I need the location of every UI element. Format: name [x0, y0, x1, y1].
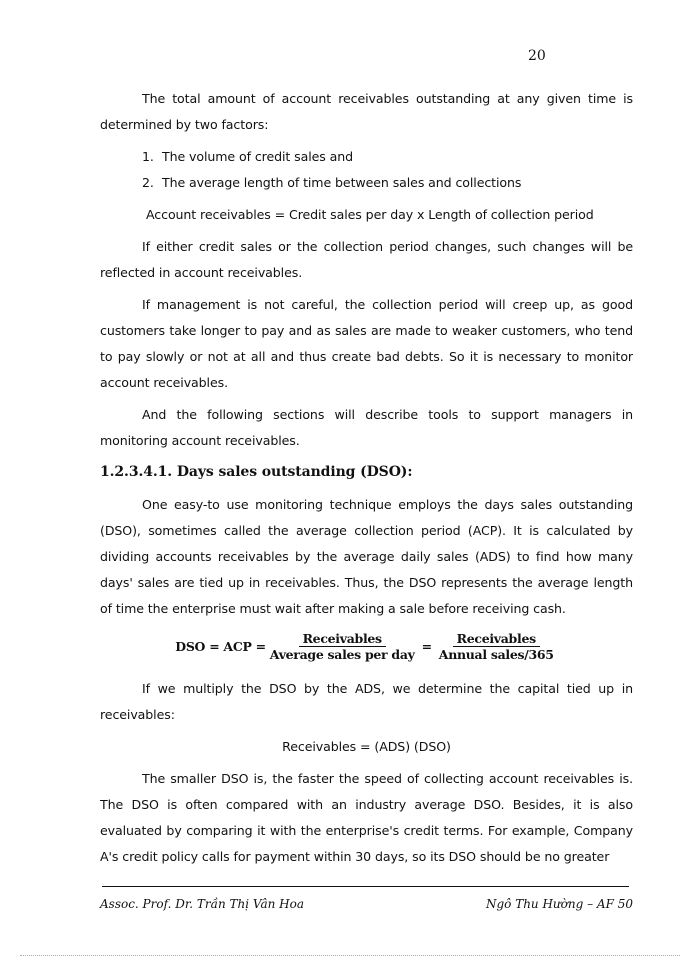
footer-author-left: Assoc. Prof. Dr. Trần Thị Vân Hoa: [100, 897, 305, 911]
list-item: 1. The volume of credit sales and: [142, 149, 354, 164]
dso-formula: [100, 628, 633, 666]
list-item-text: The average length of time between sales and collections: [162, 175, 522, 190]
paragraph-2: If either credit sales or the collection period changes, such changes will be reflected in account receivables.: [100, 239, 633, 280]
paragraph-5: One easy-to use monitoring technique employs the days sales outstanding (DSO), sometimes called the average collection period (ACP). It is calculated by dividing accounts receivables by the average daily sales (ADS) to find how many days' sales are tied up in receivables. Thus, the DSO represents the average length of time the enterprise must wait after making a sale before receiving cash.: [100, 497, 633, 616]
fraction-1: [266, 631, 419, 663]
paragraph-7: The smaller DSO is, the faster the speed of collecting account receivables is. The DSO is often compared with an industry average DSO. Besides, it is also evaluated by comparing it with the enterprise's credit terms. For example, Company A's credit policy calls for payment within 30 days, so its DSO should be no greater: [100, 771, 633, 864]
paragraph-4: And the following sections will describe tools to support managers in monitoring account receivables.: [100, 407, 633, 448]
formula-lhs: DSO = ACP =: [175, 639, 266, 654]
fraction-2: [435, 631, 558, 663]
fraction-1-numerator: Receivables: [299, 631, 386, 647]
list-item: 2. The average length of time between sales and collections: [142, 175, 522, 190]
document-body: [100, 86, 633, 876]
footer-author-right: Ngô Thu Hường – AF 50: [485, 897, 633, 911]
paragraph-3: If management is not careful, the collection period will creep up, as good customers take longer to pay and as sales are made to weaker customers, who tend to pay slowly or not at all and thus create bad debts. So it is necessary to monitor account receivables.: [100, 297, 633, 390]
fraction-2-numerator: Receivables: [453, 631, 540, 647]
footer-divider: [102, 886, 629, 887]
page-bottom-border: [20, 955, 680, 956]
equation-receivables: Account receivables = Credit sales per day x Length of collection period: [146, 207, 594, 222]
equation-capital: Receivables = (ADS) (DSO): [282, 739, 451, 754]
paragraph-6: If we multiply the DSO by the ADS, we determine the capital tied up in receivables:: [100, 681, 633, 722]
fraction-2-denominator: Annual sales/365: [438, 647, 554, 662]
list-item-text: The volume of credit sales and: [162, 149, 354, 164]
fraction-1-denominator: Average sales per day: [269, 647, 415, 662]
paragraph-1: The total amount of account receivables outstanding at any given time is determined by two factors:: [100, 91, 633, 132]
section-heading: 1.2.3.4.1. Days sales outstanding (DSO):: [100, 464, 413, 480]
formula-equals: =: [421, 639, 432, 654]
factor-list: [100, 144, 633, 196]
page-number: 20: [528, 48, 546, 64]
